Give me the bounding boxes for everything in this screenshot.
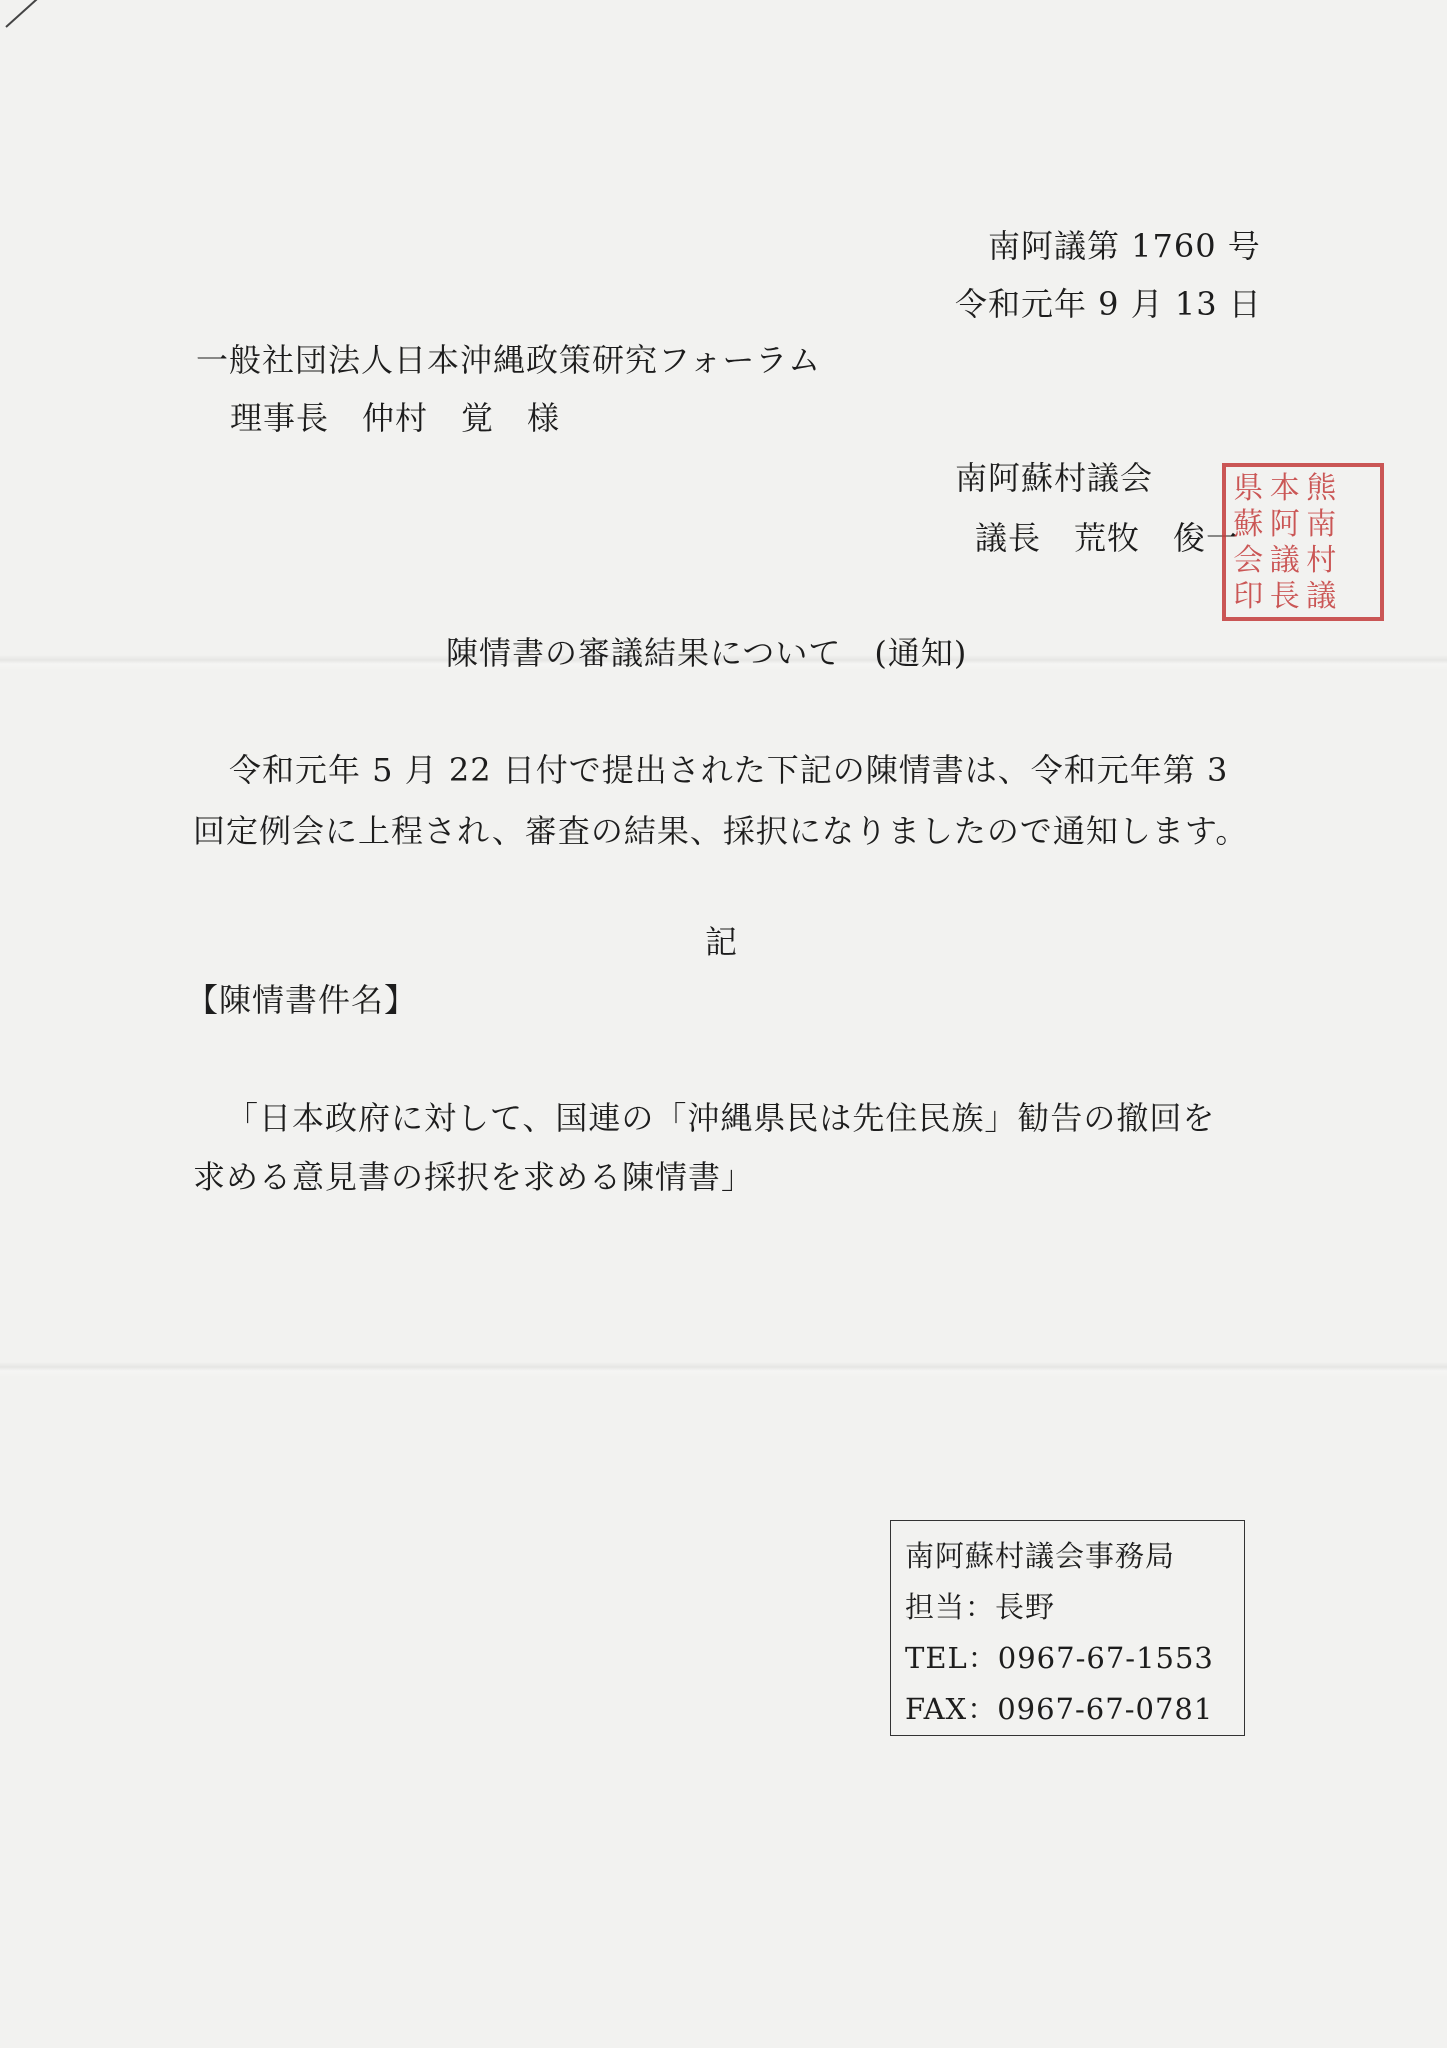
official-seal (1222, 463, 1384, 621)
seal-char (1340, 543, 1377, 579)
body-text-line: 回定例会に上程され、審査の結果、採択になりましたので通知します。 (193, 812, 1249, 850)
sender-organization: 南阿蘇村議会 (955, 459, 1154, 497)
seal-char (1340, 471, 1377, 507)
seal-char: 県 (1233, 471, 1264, 506)
seal-char: 蘇 (1233, 507, 1264, 542)
seal-char (1340, 507, 1377, 543)
seal-char: 会 (1233, 543, 1264, 578)
contact-box (890, 1520, 1245, 1736)
contact-person: 担当：長野 (905, 1590, 1056, 1624)
recipient-organization: 一般社団法人日本沖縄政策研究フォーラム (196, 341, 822, 379)
seal-char: 阿 (1269, 507, 1300, 542)
seal-char: 印 (1233, 579, 1264, 614)
ki-marker: 記 (705, 923, 739, 961)
sender-name: 議長 荒牧 俊一 (975, 519, 1240, 557)
seal-char: 村 (1306, 543, 1337, 578)
petition-title-line: 求める意見書の採択を求める陳情書」 (193, 1158, 755, 1196)
document-subject: 陳情書の審議結果について (通知) (446, 634, 968, 672)
recipient-name: 理事長 仲村 覚 様 (230, 399, 561, 437)
petition-name-heading: 【陳情書件名】 (186, 981, 418, 1019)
petition-title-line: 「日本政府に対して、国連の「沖縄県民は先住民族」勧告の撤回を (226, 1099, 1216, 1137)
seal-char (1340, 579, 1377, 615)
seal-char: 議 (1306, 579, 1337, 614)
body-text-line: 令和元年 5 月 22 日付で提出された下記の陳情書は、令和元年第 3 (229, 751, 1229, 789)
seal-char: 熊 (1306, 471, 1337, 506)
seal-char: 長 (1269, 579, 1300, 614)
contact-tel: TEL：0967-67-1553 (905, 1641, 1214, 1675)
document-date: 令和元年 9 月 13 日 (955, 285, 1262, 323)
seal-char: 議 (1269, 543, 1300, 578)
corner-mark (5, 0, 38, 28)
contact-fax: FAX：0967-67-0781 (905, 1692, 1214, 1726)
seal-char: 本 (1269, 471, 1300, 506)
contact-office: 南阿蘇村議会事務局 (905, 1539, 1176, 1573)
seal-char: 南 (1306, 507, 1337, 542)
reference-number: 南阿議第 1760 号 (988, 227, 1261, 265)
